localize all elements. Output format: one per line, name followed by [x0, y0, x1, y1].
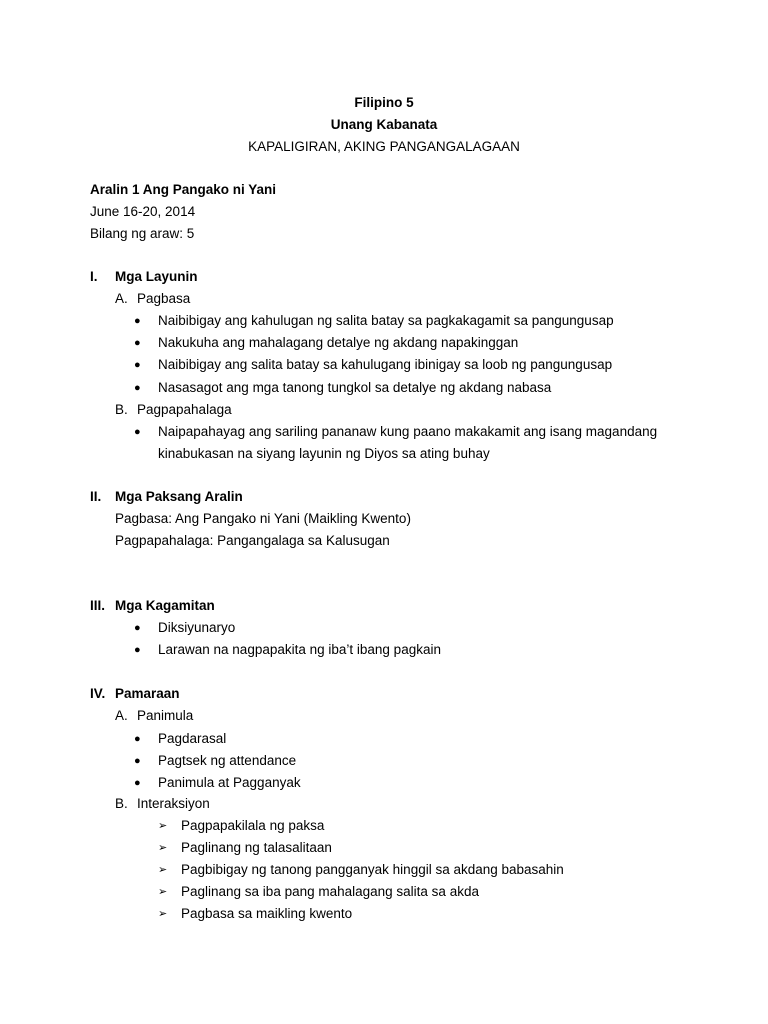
topic-line: Pagpapahalaga: Pangangalaga sa Kalusugan — [115, 533, 390, 548]
topic-line: Pagbasa: Ang Pangako ni Yani (Maikling Kwento) — [115, 511, 411, 526]
bullet-icon: ● — [134, 337, 141, 349]
list-item: Nasasagot ang mga tanong tungkol sa detalye ng akdang nabasa — [158, 380, 552, 395]
arrow-bullet-icon: ➢ — [158, 842, 168, 854]
bullet-icon: ● — [134, 426, 141, 438]
arrow-bullet-icon: ➢ — [158, 908, 168, 920]
section-number: III. — [90, 598, 106, 613]
subsection-letter: A. — [115, 708, 128, 723]
bullet-icon: ● — [134, 755, 141, 767]
list-item: Paglinang ng talasalitaan — [181, 840, 332, 855]
arrow-bullet-icon: ➢ — [158, 864, 168, 876]
arrow-bullet-icon: ➢ — [158, 820, 168, 832]
section-title: Mga Paksang Aralin — [115, 489, 243, 504]
list-item: Panimula at Pagganyak — [158, 775, 301, 790]
section-title: Mga Layunin — [115, 269, 198, 284]
bullet-icon: ● — [134, 315, 141, 327]
subsection-title: Panimula — [137, 708, 194, 723]
subsection-letter: A. — [115, 291, 128, 306]
subsection-title: Pagbasa — [137, 291, 191, 306]
list-item: Paglinang sa iba pang mahalagang salita sa akda — [181, 884, 479, 899]
doc-subtitle: Unang Kabanata — [330, 117, 438, 132]
section-number: IV. — [90, 686, 106, 701]
subsection-title: Pagpapahalaga — [137, 402, 232, 417]
arrow-bullet-icon: ➢ — [158, 886, 168, 898]
lesson-date: June 16-20, 2014 — [90, 204, 196, 219]
doc-title: Filipino 5 — [354, 95, 414, 110]
section-title: Pamaraan — [115, 686, 180, 701]
subsection-title: Interaksiyon — [137, 796, 210, 811]
lesson-days: Bilang ng araw: 5 — [90, 226, 195, 241]
bullet-icon: ● — [134, 733, 141, 745]
bullet-icon: ● — [134, 382, 141, 394]
list-item: Larawan na nagpapakita ng iba’t ibang pagkain — [158, 642, 441, 657]
list-item: Naibibigay ang kahulugan ng salita batay sa pagkakagamit sa pangungusap — [158, 313, 614, 328]
list-item-continuation: kinabukasan na siyang layunin ng Diyos sa ating buhay — [158, 446, 490, 461]
lesson-title: Aralin 1 Ang Pangako ni Yani — [90, 182, 277, 197]
list-item: Pagbasa sa maikling kwento — [181, 906, 353, 921]
subsection-letter: B. — [115, 796, 128, 811]
list-item: Pagpapakilala ng paksa — [181, 818, 325, 833]
section-title: Mga Kagamitan — [115, 598, 215, 613]
list-item: Naibibigay ang salita batay sa kahulugang ibinigay sa loob ng pangungusap — [158, 357, 613, 372]
list-item: Diksiyunaryo — [158, 620, 236, 635]
bullet-icon: ● — [134, 359, 141, 371]
bullet-icon: ● — [134, 644, 141, 656]
bullet-icon: ● — [134, 777, 141, 789]
section-number: I. — [90, 269, 98, 284]
list-item: Pagbibigay ng tanong pangganyak hinggil sa akdang babasahin — [181, 862, 564, 877]
section-number: II. — [90, 489, 102, 504]
subsection-letter: B. — [115, 402, 128, 417]
list-item: Naipapahayag ang sariling pananaw kung paano makakamit ang isang magandang — [158, 424, 658, 439]
list-item: Pagdarasal — [158, 731, 227, 746]
list-item: Pagtsek ng attendance — [158, 753, 297, 768]
doc-theme: KAPALIGIRAN, AKING PANGANGALAGAAN — [248, 139, 520, 154]
list-item: Nakukuha ang mahalagang detalye ng akdang napakinggan — [158, 335, 519, 350]
bullet-icon: ● — [134, 622, 141, 634]
